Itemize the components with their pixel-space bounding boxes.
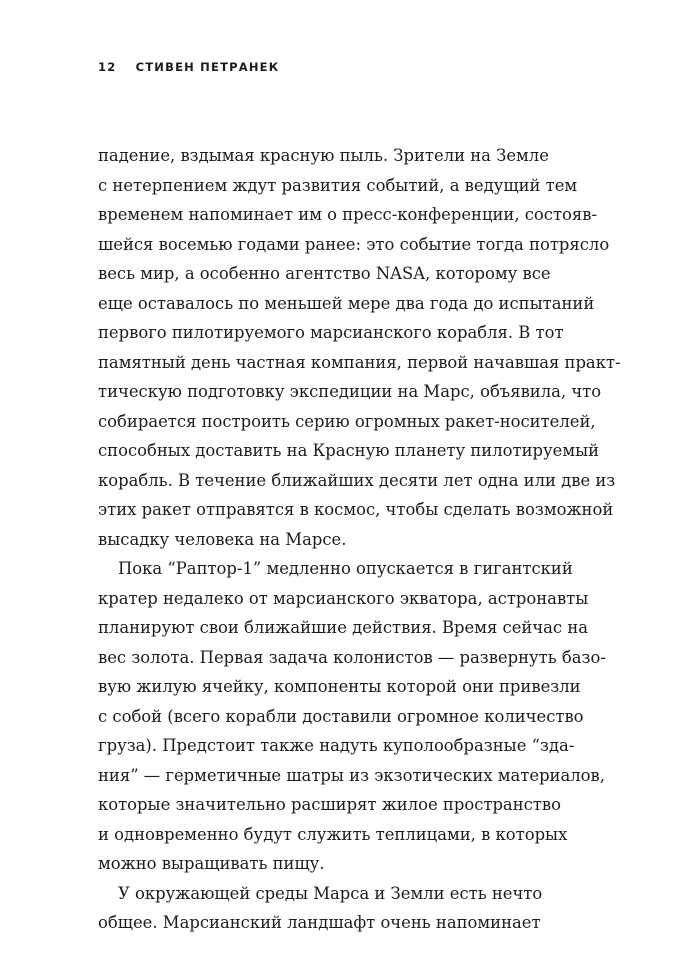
text-line: планируют свои ближайшие действия. Время сейчас на xyxy=(98,618,589,637)
text-line: груза). Предстоит также надуть куполообразные “зда- xyxy=(98,736,575,755)
text-line: временем напоминает им о пресс-конференции, состояв- xyxy=(98,205,598,224)
text-line: памятный день частная компания, первой начавшая практ- xyxy=(98,352,621,372)
text-line: весь мир, а особенно агентство NASA, которому все xyxy=(98,264,551,283)
text-line: Пока “Раптор-1” медленно опускается в гигантский xyxy=(118,559,573,578)
author-name: СТИВЕН ПЕТРАНЕК xyxy=(135,60,280,74)
text-line: которые значительно расширят жилое пространство xyxy=(98,795,561,814)
text-line: тическую подготовку экспедиции на Марс, объявила, что xyxy=(98,382,602,401)
text-line: собирается построить серию огромных ракет-носителей, xyxy=(98,411,596,431)
text-line: еще оставалось по меньшей мере два года до испытаний xyxy=(98,293,595,313)
text-line: способных доставить на Красную планету пилотируемый xyxy=(98,441,600,460)
text-line: корабль. В течение ближайших десяти лет одна или две из xyxy=(98,470,616,490)
text-line: с собой (всего корабли доставили огромное количество xyxy=(98,706,584,726)
text-line: и одновременно будут служить теплицами, в которых xyxy=(98,824,568,844)
text-line: первого пилотируемого марсианского корабля. В тот xyxy=(98,323,564,342)
text-line: общее. Марсианский ландшафт очень напоминает xyxy=(98,913,541,932)
text-line: ния” — герметичные шатры из экзотических материалов, xyxy=(98,765,605,785)
text-line: этих ракет отправятся в космос, чтобы сделать возможной xyxy=(98,500,614,519)
text-line: падение, вздымая красную пыль. Зрители на Земле xyxy=(98,146,549,165)
text-line: вес золота. Первая задача колонистов — развернуть базо- xyxy=(98,647,606,667)
text-line: высадку человека на Марсе. xyxy=(98,529,347,549)
text-line: вую жилую ячейку, компоненты которой они привезли xyxy=(98,677,581,696)
body-text xyxy=(98,141,621,938)
text-line: У окружающей среды Марса и Земли есть нечто xyxy=(118,883,543,903)
text-line: с нетерпением ждут развития событий, а ведущий тем xyxy=(98,175,578,195)
text-line: можно выращивать пищу. xyxy=(98,854,325,873)
running-head xyxy=(98,60,279,74)
text-line: кратер недалеко от марсианского экватора, астронавты xyxy=(98,588,589,608)
page-number: 12 xyxy=(98,60,117,74)
text-line: шейся восемью годами ранее: это событие тогда потрясло xyxy=(98,234,610,254)
